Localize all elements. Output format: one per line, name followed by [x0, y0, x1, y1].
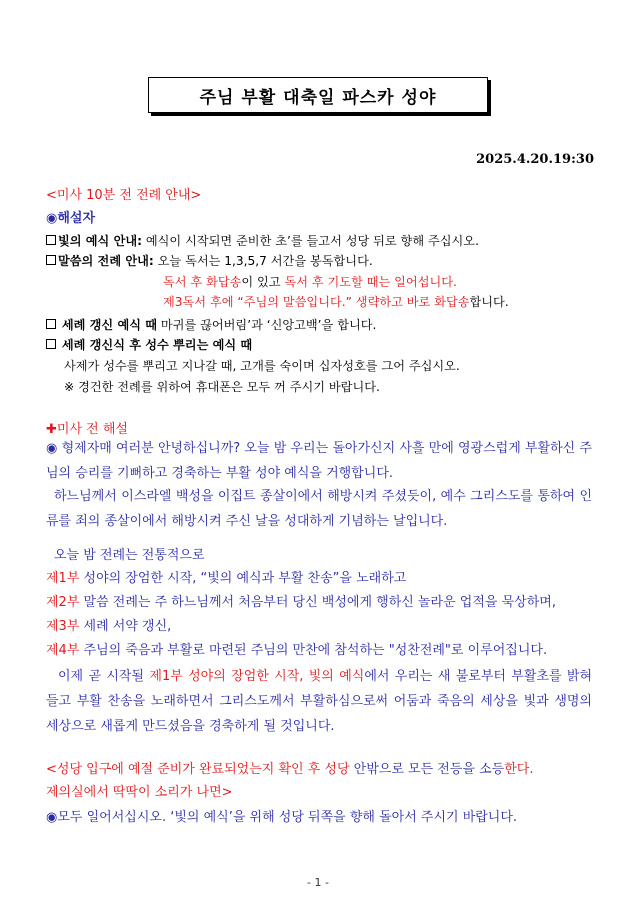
pre-mass-paragraph-4	[46, 664, 592, 739]
commentator-symbol: ◉	[46, 211, 58, 226]
closing-line-2: 제의실에서 딱딱이 소리가 나면>	[46, 785, 233, 800]
guide-note-2	[163, 293, 509, 310]
guide-heading: <미사 10분 전 전례 안내>	[46, 188, 202, 203]
checkbox-icon	[46, 235, 56, 245]
guide-item-4-detail: 사제가 성수를 뿌리고 지나갈 때, 고개를 숙이며 십자성호를 그어 주십시오.	[64, 359, 460, 373]
closing-a: <성당 입구에 예절 준비가 완료되었는지 확인 후 성당	[46, 762, 354, 777]
commentator-text: 해설자	[57, 211, 96, 226]
part-label: 제2부	[46, 595, 80, 610]
pre-mass-paragraph-3: 오늘 밤 전례는 전통적으로	[54, 548, 205, 563]
pre-mass-heading	[46, 418, 128, 437]
date-time: 2025.4.20.19:30	[476, 152, 594, 167]
part-text: 주님의 죽음과 부활로 마련된 주님의 만찬에 참석하는 "성찬전례"로 이루어집니다.	[79, 643, 548, 658]
pre-mass-paragraph-1: ◉ 형제자매 여러분 안녕하십니까? 오늘 밤 우리는 돌아가신지 사흘 만에 영광스럽게 부활하신 주님의 승리를 기뻐하고 경축하는 부활 성야 예식을 거행합니다.	[46, 441, 592, 481]
page-title: 주님 부활 대축일 파스카 성야	[199, 87, 437, 108]
guide-item-label: 빛의 예식 안내:	[58, 234, 142, 248]
part-label: 제1부	[46, 571, 80, 586]
closing-c: 한다.	[504, 762, 534, 777]
guide-item-text: 오늘 독서는 1,3,5,7 서간을 봉독합니다.	[153, 254, 373, 268]
guide-item-2	[46, 252, 373, 269]
commentator-label	[46, 207, 95, 226]
page-number: - 1 -	[307, 876, 329, 889]
guide-item-label: 말씀의 전례 안내:	[58, 254, 154, 268]
guide-item-text: 마귀를 끊어버림’과 ‘신앙고백’을 합니다.	[157, 318, 377, 332]
guide-item-1	[46, 232, 479, 249]
part-text: 말씀 전례는 주 하느님께서 처음부터 당신 백성에게 행하신 놀라운 업적을 묵상하며,	[79, 595, 556, 610]
checkbox-icon	[46, 339, 56, 349]
pre-mass-paragraph-2: 하느님께서 이스라엘 백성을 이집트 종살이에서 해방시켜 주셨듯이, 예수 그리스도를 통하여 인류를 죄의 종살이에서 해방시켜 주신 날을 성대하게 기념하는 날입니다.	[46, 489, 592, 529]
part-2	[46, 591, 556, 610]
title-box	[148, 77, 488, 113]
note-red-2: 독서 후 기도할 때는 일어섭니다.	[284, 275, 457, 289]
note-red-3: 제3독서 후에 “주님의 말씀입니다.” 생략하고 바로 화답송	[163, 295, 470, 309]
guide-item-3	[46, 316, 376, 333]
checkbox-icon	[46, 319, 56, 329]
part-4	[46, 639, 547, 658]
note-black-2: 합니다.	[469, 295, 509, 309]
guide-item-label: 세례 갱신 예식 때	[61, 318, 158, 332]
note-red-1: 독서 후 화답송	[163, 275, 242, 289]
para4-part-c: 에서 우리는 새 불로부터 부활초를 밝혀 들고 부활 찬송을 노래하면서 그리스도께서 부활하심으로써 어둠과 죽음의 세상을 빛과 생명의 세상으로 새롭게 만드셨음을 경축하게 될 것입니다.	[46, 669, 592, 734]
guide-item-label: 세례 갱신식 후 성수 뿌리는 예식 때	[61, 338, 253, 352]
guide-item-text: 예식이 시작되면 준비한 초’를 들고서 성당 뒤로 향해 주십시오.	[142, 234, 479, 248]
guide-phone-note: ※ 경건한 전례를 위하여 휴대폰은 모두 꺼 주시기 바랍니다.	[64, 380, 380, 394]
closing-line-3: ◉모두 일어서십시오. ‘빛의 예식’을 위해 성당 뒤쪽을 향해 돌아서 주시기 바랍니다.	[46, 810, 518, 825]
para4-part-a: 이제 곧 시작될	[58, 669, 150, 684]
part-3	[46, 615, 171, 634]
guide-note-1	[163, 273, 457, 290]
note-black: 이 있고	[241, 275, 285, 289]
closing-line-1	[46, 758, 533, 777]
cross-icon: ✚	[46, 422, 57, 437]
part-label: 제4부	[46, 643, 80, 658]
para4-part-b: 제1부 성야의 장엄한 시작, 빛의 예식	[149, 669, 365, 684]
guide-item-4	[46, 336, 252, 353]
part-1	[46, 567, 406, 586]
checkbox-icon	[46, 255, 56, 265]
pre-mass-heading-text: 미사 전 해설	[56, 422, 128, 437]
closing-b: 안밖으로 모든 전등을 소등	[353, 762, 505, 777]
part-text: 세례 서약 갱신,	[79, 619, 172, 634]
part-label: 제3부	[46, 619, 80, 634]
part-text: 성야의 장엄한 시작, “빛의 예식과 부활 찬송”을 노래하고	[79, 571, 407, 586]
